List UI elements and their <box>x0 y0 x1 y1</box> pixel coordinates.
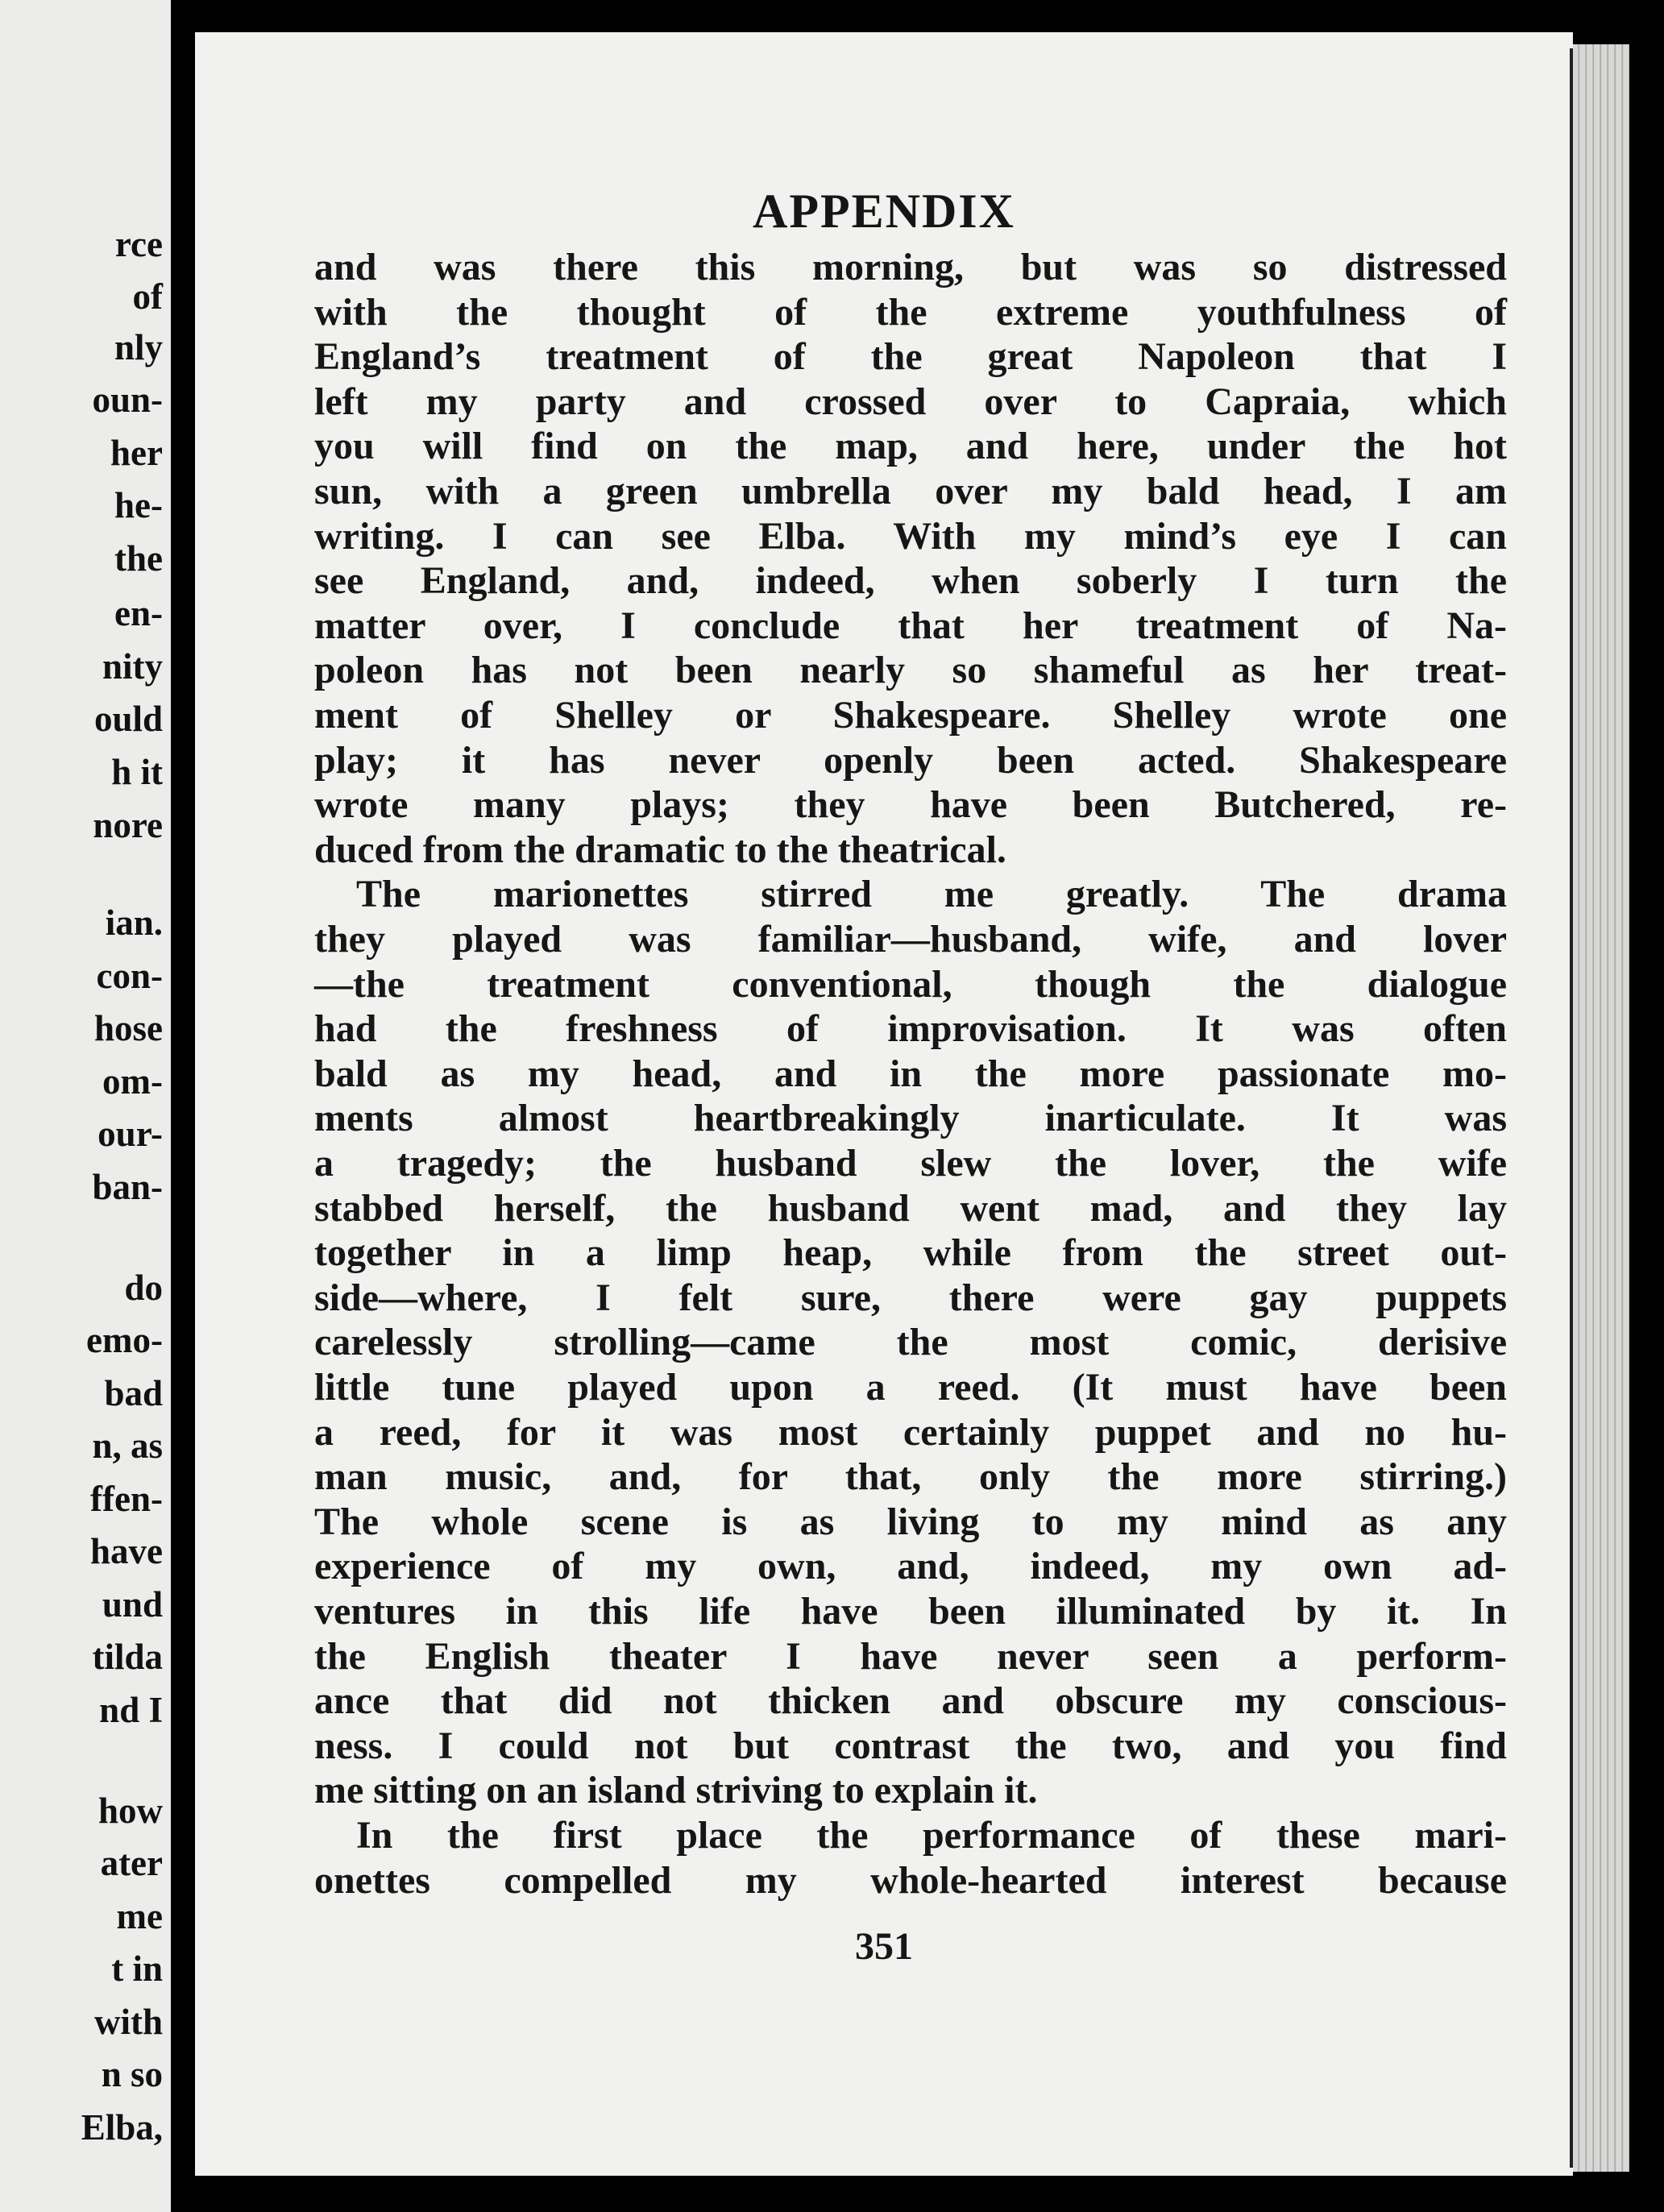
body-text-line: ment of Shelley or Shakespeare. Shelley wrote one <box>314 694 1507 737</box>
left-page-text-fragment: n so <box>101 2054 163 2095</box>
facing-page-left <box>0 0 171 2212</box>
left-page-text-fragment: ould <box>93 699 163 740</box>
left-page-text-fragment: he- <box>114 485 163 526</box>
left-page-text-fragment: our- <box>98 1114 163 1155</box>
left-page-text-fragment: con- <box>96 955 163 996</box>
body-text-line: with the thought of the extreme youthfulness of <box>314 290 1507 334</box>
book-gutter <box>171 0 195 2212</box>
body-text-line: The marionettes stirred me greatly. The drama <box>356 873 1507 916</box>
body-text-line: sun, with a green umbrella over my bald head, I am <box>314 470 1507 513</box>
left-page-text-fragment: nity <box>102 645 163 687</box>
body-text-line: ventures in this life have been illuminated by it. In <box>314 1590 1507 1633</box>
left-page-text-fragment: n, as <box>92 1426 163 1467</box>
left-page-text-fragment: of <box>132 276 163 317</box>
body-text-line: carelessly strolling—came the most comic, derisive <box>314 1321 1507 1364</box>
body-text-line: they played was familiar—husband, wife, and lover <box>314 918 1507 961</box>
left-page-text-fragment: tilda <box>92 1637 163 1678</box>
body-text-line: the English theater I have never seen a perform- <box>314 1634 1507 1678</box>
body-text-line: a tragedy; the husband slew the lover, the wife <box>314 1142 1507 1185</box>
body-text-line: writing. I can see Elba. With my mind’s eye I can <box>314 514 1507 558</box>
body-text-line: bald as my head, and in the more passionate mo- <box>314 1052 1507 1095</box>
body-text-line: me sitting on an island striving to explain it. <box>314 1769 1038 1812</box>
left-page-text-fragment: how <box>98 1790 163 1831</box>
body-text-line: onettes compelled my whole-hearted interest because <box>314 1858 1507 1902</box>
left-page-text-fragment: with <box>93 2001 163 2042</box>
running-head: APPENDIX <box>753 185 1015 238</box>
body-text-line: little tune played upon a reed. (It must have been <box>314 1366 1507 1409</box>
body-text-line: wrote many plays; they have been Butchered, re- <box>314 783 1507 827</box>
left-page-text-fragment: do <box>124 1267 163 1308</box>
body-text-line: ness. I could not but contrast the two, and you find <box>314 1724 1507 1767</box>
body-text-line: a reed, for it was most certainly puppet and no hu- <box>314 1410 1507 1454</box>
body-text-line: and was there this morning, but was so distressed <box>314 246 1507 288</box>
left-page-text-fragment: ian. <box>105 903 163 944</box>
body-text-line: together in a limp heap, while from the street out- <box>314 1231 1507 1275</box>
body-text-line: play; it has never openly been acted. Shakespeare <box>314 738 1507 782</box>
left-page-text-fragment: the <box>114 537 163 579</box>
body-text-line: stabbed herself, the husband went mad, and they lay <box>314 1186 1507 1230</box>
body-text-line: ance that did not thicken and obscure my conscious- <box>314 1679 1507 1723</box>
body-text-line: —the treatment conventional, though the dialogue <box>314 962 1507 1006</box>
body-text-line: had the freshness of improvisation. It was often <box>314 1007 1507 1051</box>
left-page-text-fragment: om- <box>102 1060 163 1102</box>
left-page-text-fragment: Elba, <box>81 2106 163 2148</box>
left-page-text-fragment: nore <box>93 804 163 845</box>
left-page-text-fragment: her <box>110 432 163 473</box>
left-page-text-fragment: h it <box>111 752 163 792</box>
left-page-text-fragment: ban- <box>92 1166 163 1207</box>
body-text-line: side—where, I felt sure, there were gay puppets <box>314 1276 1507 1319</box>
left-page-text-fragment: und <box>102 1583 163 1625</box>
left-page-text-fragment: me <box>116 1895 163 1936</box>
body-text-line: The whole scene is as living to my mind as any <box>314 1500 1507 1543</box>
body-text-line: ments almost heartbreakingly inarticulate. It was <box>314 1097 1507 1140</box>
left-page-text-fragment: emo- <box>86 1320 163 1361</box>
left-page-text-fragment: bad <box>104 1372 163 1413</box>
left-page-text-fragment: t in <box>111 1948 163 1990</box>
left-page-text-fragment: hose <box>93 1008 163 1049</box>
body-text-line: In the first place the performance of these mari- <box>356 1814 1507 1857</box>
left-page-text-fragment: ffen- <box>90 1478 163 1519</box>
left-page-text-fragment: ater <box>100 1843 163 1884</box>
page-number: 351 <box>855 1925 913 1968</box>
left-page-text-fragment: nd I <box>99 1689 163 1730</box>
left-page-text-fragment: have <box>90 1531 163 1572</box>
left-page-text-fragment: en- <box>114 593 163 634</box>
body-text-line: see England, and, indeed, when soberly I turn the <box>314 559 1507 603</box>
body-text-line: poleon has not been nearly so shameful as her treat- <box>314 649 1507 692</box>
left-page-text-fragment: rce <box>114 223 163 264</box>
body-text-line: left my party and crossed over to Capraia, which <box>314 380 1507 423</box>
body-text-line: England’s treatment of the great Napoleon that I <box>314 335 1507 379</box>
body-text-line: you will find on the map, and here, under the hot <box>314 425 1507 468</box>
book-page <box>195 32 1573 2176</box>
body-text-line: duced from the dramatic to the theatrical. <box>314 828 1006 871</box>
left-page-text-fragment: oun- <box>92 380 163 421</box>
left-page-text-fragment: nly <box>114 326 163 367</box>
body-text-line: man music, and, for that, only the more stirring.) <box>314 1455 1507 1499</box>
body-text-line: experience of my own, and, indeed, my own ad- <box>314 1545 1507 1588</box>
page-stack-edges <box>1573 44 1629 2172</box>
body-text-line: matter over, I conclude that her treatment of Na- <box>314 604 1507 647</box>
